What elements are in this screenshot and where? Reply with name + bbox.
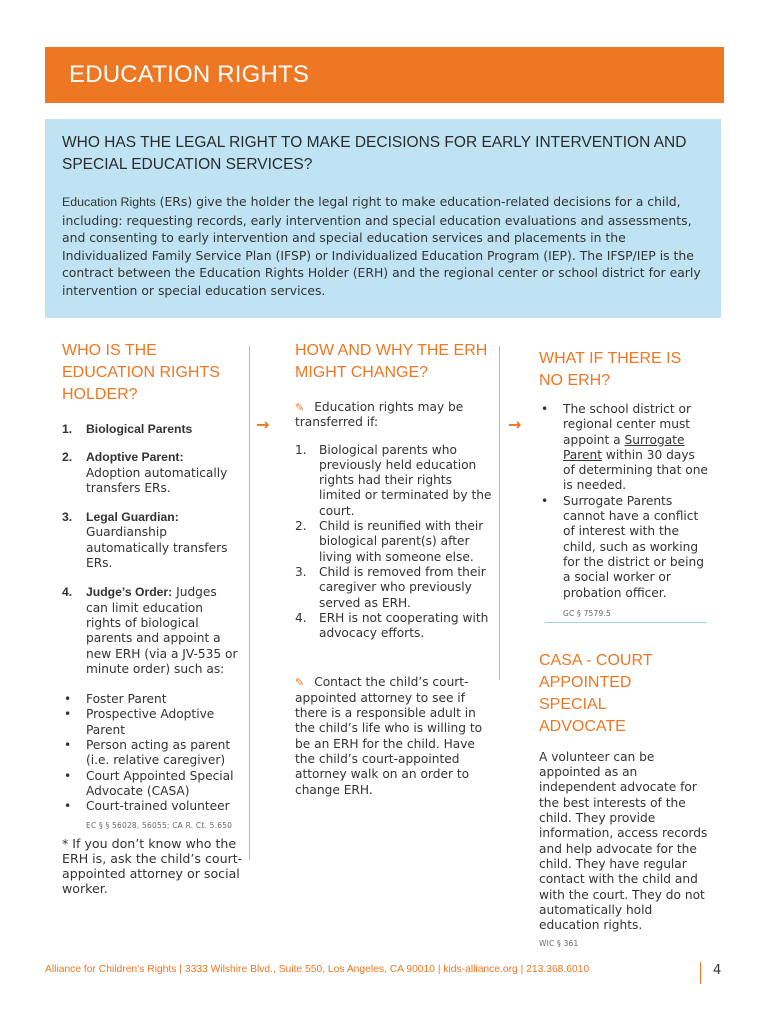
item-number: 4. (295, 610, 307, 625)
bullet-icon: • (64, 707, 72, 722)
col2-tip-text: Contact the child’s court-appointed attorney to see if there is a responsible adult in the child’s life who is willing to be an ERH for the child. Have the child’s court-appointed attorney walk on an order to change ERH. (295, 675, 483, 797)
list-item (62, 738, 247, 769)
item-label: Judge’s Order: (86, 585, 173, 600)
bullet-icon: • (541, 402, 549, 416)
erh-list (62, 422, 247, 677)
arrow-right-icon: → (508, 415, 522, 434)
list-item (62, 422, 247, 437)
change-list (295, 443, 495, 642)
citation: WIC § 361 (539, 939, 579, 949)
column-how-why-change (295, 340, 495, 798)
bullet-text: Prospective Adoptive Parent (86, 707, 215, 737)
pencil-icon: ✎ (295, 401, 305, 414)
list-item (295, 565, 495, 611)
item-text: Adoption automatically transfers ERs. (86, 465, 228, 495)
intro-body (62, 193, 703, 299)
list-item (295, 611, 495, 642)
page-number: 4 (713, 963, 722, 978)
surrogate-parent-link[interactable]: Surrogate Parent (563, 432, 685, 462)
item-number: 4. (62, 585, 73, 600)
col2-tip (295, 675, 495, 797)
item-label: Legal Guardian: (86, 510, 179, 525)
item-label: Adoptive Parent: (86, 450, 184, 465)
list-item (62, 769, 247, 800)
casa-body: A volunteer can be appointed as an independent advocate for the best interests of the child. They provide information, access records and help advocate for the child. They have regular contact with the child and with the court. They do not automatically hold education rights. (539, 749, 708, 933)
col1-heading: WHO IS THE EDUCATION RIGHTS HOLDER? (62, 342, 220, 403)
intro-box (45, 119, 721, 318)
item-text: ERH is not cooperating with advocacy efforts. (319, 610, 489, 641)
item-number: 2. (295, 519, 307, 534)
item-number: 3. (295, 564, 307, 579)
intro-lead: Education Rights (62, 195, 156, 209)
citation: GC § 7579.5 (563, 608, 612, 618)
footer-contact: Alliance for Children’s Rights | 3333 Wilshire Blvd., Suite 550, Los Angeles, CA 90010 | kids-alliance.org | 213.368.6010 (45, 964, 590, 975)
item-text: Judges can limit education rights of biological parents and appoint a new ERH (via a JV-535 or minute order) such as: (86, 585, 238, 676)
footer-divider (700, 962, 701, 984)
col2-heading: HOW AND WHY THE ERH MIGHT CHANGE? (295, 342, 488, 381)
col2-intro-text: Education rights may be transferred if: (295, 400, 464, 430)
list-item (62, 585, 247, 677)
list-item (62, 799, 247, 814)
list-item (62, 450, 247, 496)
item-text: Child is reunified with their biological parent(s) after living with someone else. (319, 519, 484, 564)
bullet-icon: • (64, 738, 72, 753)
bullet-text: within 30 days of determining that one is needed. (563, 447, 708, 493)
casa-heading: CASA - COURT APPOINTED SPECIAL ADVOCATE (539, 651, 653, 735)
column-divider (249, 346, 250, 860)
list-item (62, 510, 247, 571)
bullet-text: Surrogate Parents cannot have a conflict of interest with the child, such as working for the district or being a social worker or probation officer. (563, 493, 704, 600)
arrow-right-icon: → (256, 415, 270, 434)
list-item (295, 519, 495, 565)
item-number: 1. (295, 442, 307, 457)
item-number: 2. (62, 450, 73, 465)
bullet-icon: • (64, 692, 72, 707)
bullet-text: Court-trained volunteer (86, 799, 230, 814)
page-title: EDUCATION RIGHTS (69, 61, 310, 88)
footnote: * If you don’t know who the ERH is, ask the child’s court-appointed attorney or social worker. (62, 835, 243, 897)
column-no-erh (539, 340, 709, 948)
bullet-text: The school district or regional center must appoint a (563, 402, 691, 447)
column-who-is-erh (62, 340, 247, 897)
bullet-text: Foster Parent (86, 692, 167, 707)
list-item (62, 692, 247, 707)
item-text: Guardianship automatically transfers ERs. (86, 525, 228, 571)
column-divider (499, 346, 500, 680)
no-erh-bullets (539, 402, 709, 601)
title-banner (45, 47, 724, 103)
list-item (539, 494, 709, 601)
pencil-icon: ✎ (295, 676, 305, 690)
item-number: 1. (62, 422, 73, 436)
bullet-text: Court Appointed Special Advocate (CASA) (86, 768, 234, 798)
bullet-icon: • (64, 799, 72, 814)
erh-bullets (62, 692, 247, 814)
item-text: Child is removed from their caregiver who previously served as ERH. (319, 564, 486, 610)
col3-heading: WHAT IF THERE IS NO ERH? (539, 350, 682, 389)
list-item (539, 402, 709, 494)
intro-heading: WHO HAS THE LEGAL RIGHT TO MAKE DECISIONS FOR EARLY INTERVENTION AND SPECIAL EDUCATION SERVICES? (62, 134, 687, 173)
bullet-text: Person acting as parent (i.e. relative caregiver) (86, 738, 231, 768)
item-number: 3. (62, 510, 73, 525)
intro-text: (ERs) give the holder the legal right to make education-related decisions for a child, including: requesting records, early intervention and special education evaluations and assessments, and consenting to early intervention and special education services and placements in the Individualized Family Service Plan (IFSP) or Individualized Education Program (IEP). The IFSP/IEP is the contract between the Education Rights Holder (ERH) and the regional center or school district for early intervention or special education services. (62, 194, 701, 298)
citation: EC § § 56028, 56055; CA R. Ct. 5.650 (86, 820, 233, 830)
col2-intro (295, 400, 495, 431)
item-label: Biological Parents (86, 422, 193, 436)
bullet-icon: • (541, 493, 549, 508)
item-text: Biological parents who previously held education rights had their rights limited or terminated by the court. (319, 442, 492, 518)
list-item (295, 443, 495, 519)
bullet-icon: • (64, 768, 72, 783)
list-item (62, 707, 247, 738)
